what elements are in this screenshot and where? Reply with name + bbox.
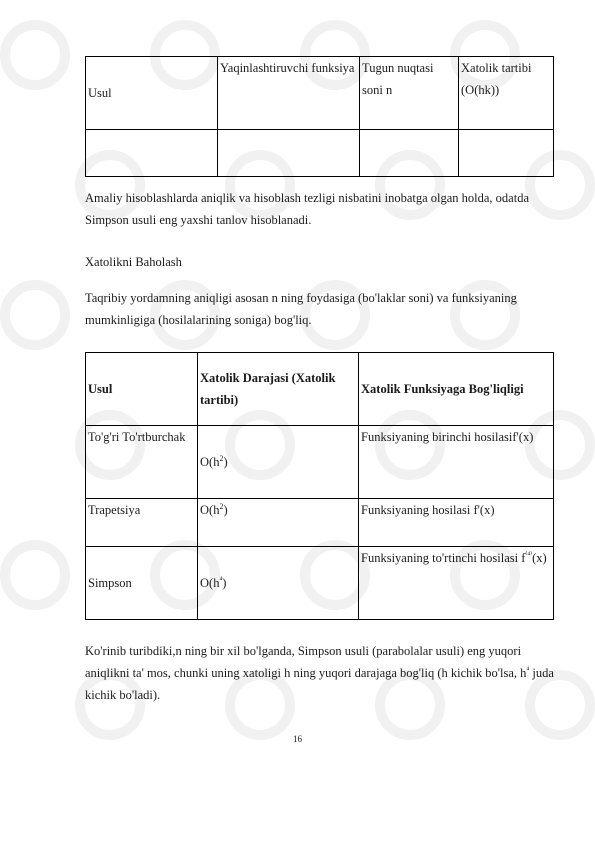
table-row [86, 353, 554, 426]
table-row [86, 130, 554, 177]
table-row [86, 426, 554, 499]
table-cell: To'g'ri To'rtburchak [86, 426, 198, 499]
table-cell: Trapetsiya [86, 499, 198, 547]
table-cell [218, 130, 360, 177]
table-row [86, 547, 554, 620]
table-row [86, 499, 554, 547]
page-number: 16 [293, 734, 302, 744]
table-cell: $O(h^2)$ [198, 426, 359, 499]
table-cell: Funksiyaning to'rtinchi hosilasi $f^{^{(4)}}(x)$ [359, 547, 554, 620]
methods-table [85, 56, 554, 177]
table-header-cell: Tugun nuqtasi soni n [360, 57, 459, 130]
table-cell: Funksiyaning hosilasi f'(x) [359, 499, 554, 547]
table-cell: Simpson [86, 547, 198, 620]
table-header-cell: Usul [86, 57, 218, 130]
table-cell: $O(h^{^4})$ [198, 547, 359, 620]
error-table [85, 352, 554, 620]
table-header-cell: Xatolik Funksiyaga Bog'liqligi [359, 353, 554, 426]
table-header-cell: Xatolik tartibi (O(hk)) [459, 57, 554, 130]
table-cell [459, 130, 554, 177]
table-cell: $O(h^2)$ [198, 499, 359, 547]
paragraph: Taqribiy yordamning aniqligi asosan n ning foydasiga (bo'laklar soni) va funksiyaning mumkinligiga (hosilalarining soniga) bog'liq. [85, 291, 517, 327]
paragraph: Amaliy hisoblashlarda aniqlik va hisoblash tezligi nisbatini inobatga olgan holda, odatda Simpson usuli eng yaxshi tanlov hisoblanadi. [85, 191, 530, 227]
section-heading: Xatolikni Baholash [85, 255, 182, 269]
paragraph: Ko'rinib turibdiki,n ning bir xil bo'lganda, Simpson usuli (parabolalar usuli) eng yuqori aniqlikni ta' mos, chunki uning xatoligi h ning yuqori darajaga bog'liq (h kichik bo'lsa, $h^{^4}$ juda kichik bo'ladi). [85, 644, 554, 702]
table-cell [360, 130, 459, 177]
table-cell [86, 130, 218, 177]
table-row [86, 57, 554, 130]
table-header-cell: Xatolik Darajasi (Xatolik tartibi) [198, 353, 359, 426]
table-header-cell: Yaqinlashtiruvchi funksiya [218, 57, 360, 130]
table-header-cell: Usul [86, 353, 198, 426]
table-cell: Funksiyaning birinchi hosilasif'(x) [359, 426, 554, 499]
